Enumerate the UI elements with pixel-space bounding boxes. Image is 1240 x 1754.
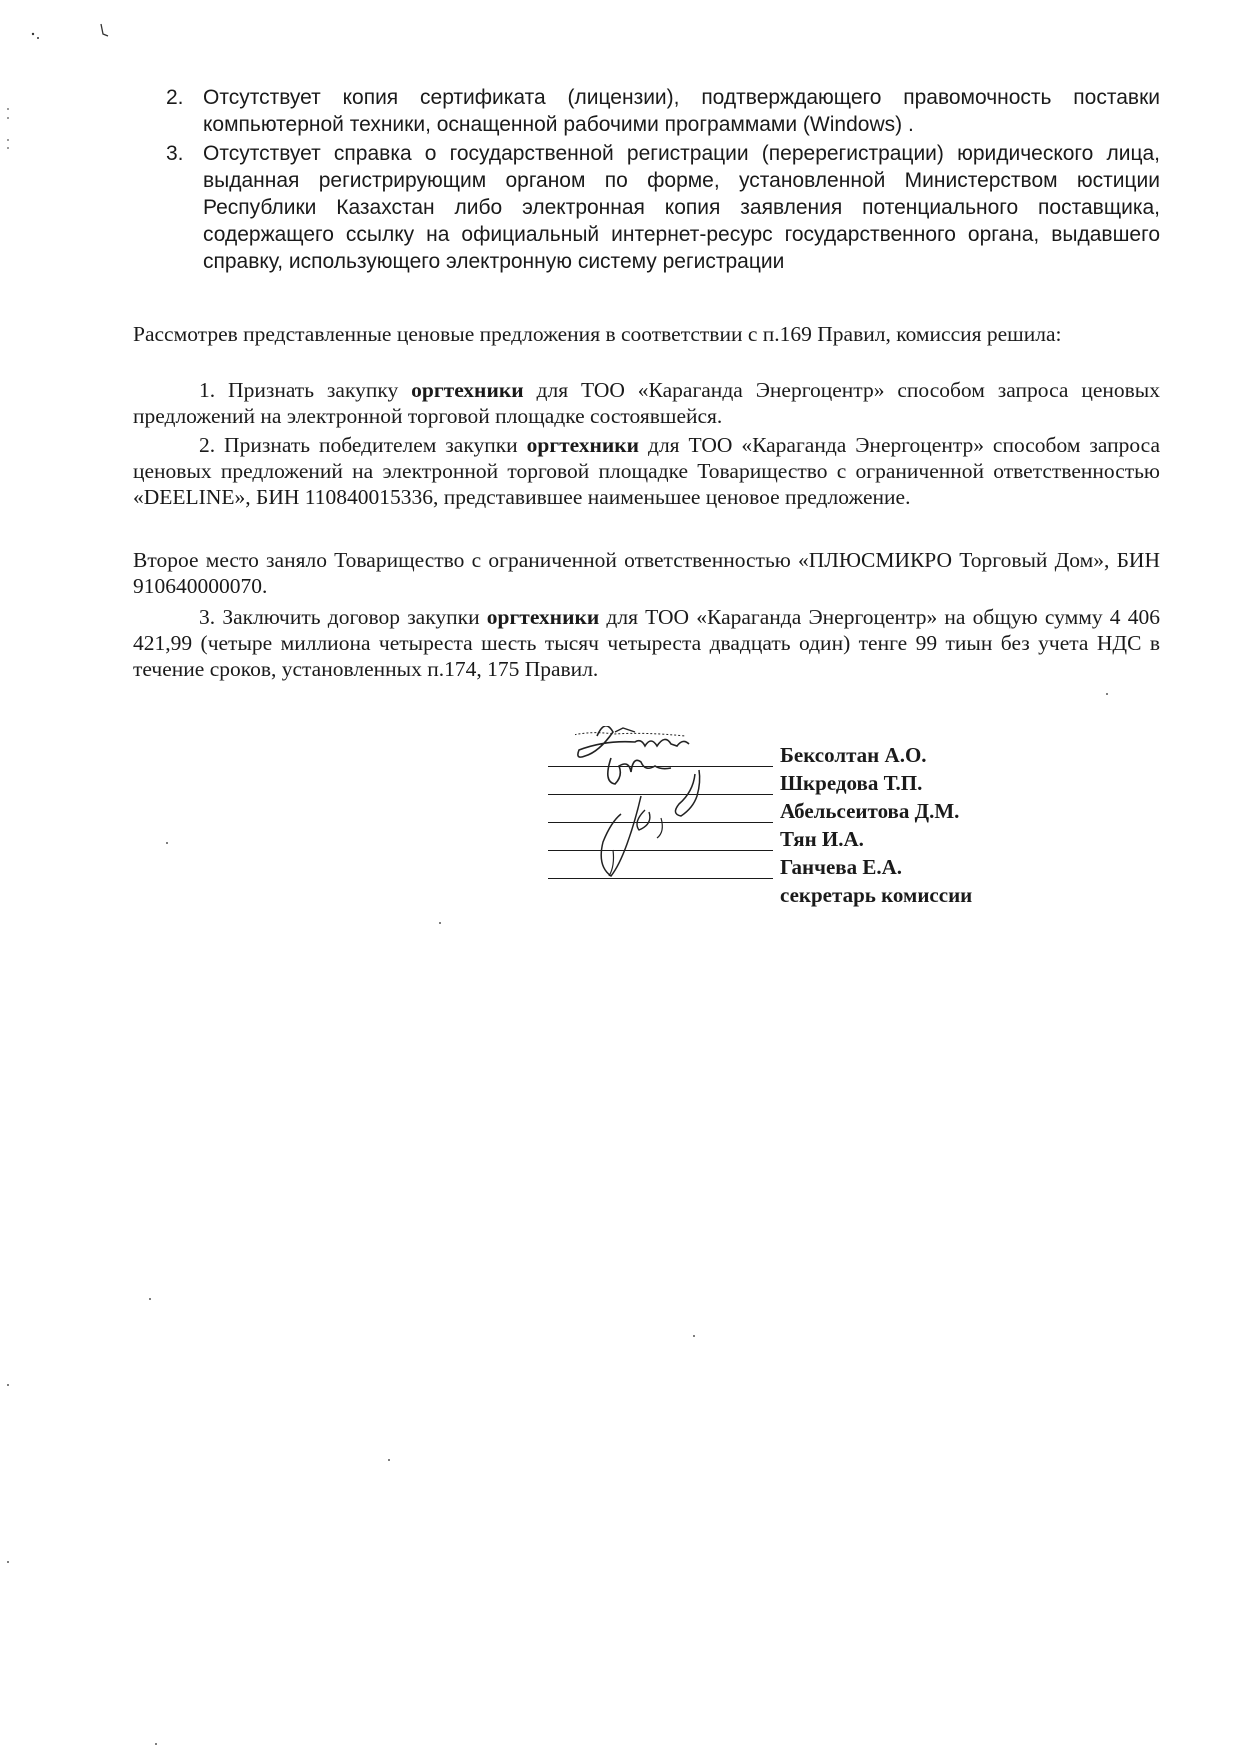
list-item-number: 3. (166, 142, 184, 165)
list-item (133, 84, 1160, 138)
signatory-name: Бексолтан А.О. (780, 743, 927, 767)
decision-2-bold: оргтехники (526, 433, 640, 457)
signatory-role: секретарь комиссии (780, 883, 973, 907)
decision-intro: Рассмотрев представленные ценовые предложения в соответствии с п.169 Правил, комиссия решила: (133, 322, 1062, 346)
handwritten-signatures (575, 726, 775, 926)
signatory-name: Тян И.А. (780, 827, 864, 851)
decision-1-suffix: для ТОО «Караганда Энергоцентр» способом запроса ценовых предложений на электронной торговой площадке состоявшейся. (133, 378, 1160, 428)
list-item-text: Отсутствует справка о государственной регистрации (перерегистрации) юридического лица, выданная регистрирующим органом по форме, установленной Министерством юстиции Республики Казахстан либо электронная копия заявления потенциального поставщика, содержащего ссылку на официальный интернет-ресурс государственного органа, выдавшего справку, использующего электронную систему регистрации (203, 142, 1160, 273)
list-item-number: 2. (166, 86, 184, 109)
decision-1-prefix: 1. Признать закупку (199, 378, 412, 402)
signatory-name: Ганчева Е.А. (780, 855, 903, 879)
decision-2-suffix: для ТОО «Караганда Энергоцентр» способом запроса ценовых предложений на электронной торговой площадке Товарищество с ограниченной ответственностью «DEELINE», БИН 110840015336, представившее наименьшее ценовое предложение. (133, 433, 1160, 509)
signatory-name: Абельсеитова Д.М. (780, 799, 960, 823)
decision-3-suffix: для ТОО «Караганда Энергоцентр» на общую сумму 4 406 421,99 (четыре миллиона четыреста шесть тысяч четыреста двадцать один) тенге 99 тиын без учета НДС в течение сроков, установленных п.174, 175 Правил. (133, 605, 1160, 681)
decision-3 (133, 604, 1160, 682)
deficiency-list (133, 84, 1160, 277)
list-item (133, 140, 1160, 275)
decision-3-prefix: 3. Заключить договор закупки (199, 605, 487, 629)
second-place: Второе место заняло Товарищество с ограниченной ответственностью «ПЛЮСМИКРО Торговый Дом», БИН 910640000070. (133, 548, 1160, 598)
signatory-name: Шкредова Т.П. (780, 771, 923, 795)
decision-2 (133, 432, 1160, 510)
decision-2-prefix: 2. Признать победителем закупки (199, 433, 527, 457)
list-item-text: Отсутствует копия сертификата (лицензии), подтверждающего правомочность поставки компьютерной техники, оснащенной рабочими программами (Windows) . (203, 86, 1160, 136)
decision-3-bold: оргтехники (486, 605, 600, 629)
decision-1 (133, 377, 1160, 429)
decision-1-bold: оргтехники (411, 378, 524, 402)
